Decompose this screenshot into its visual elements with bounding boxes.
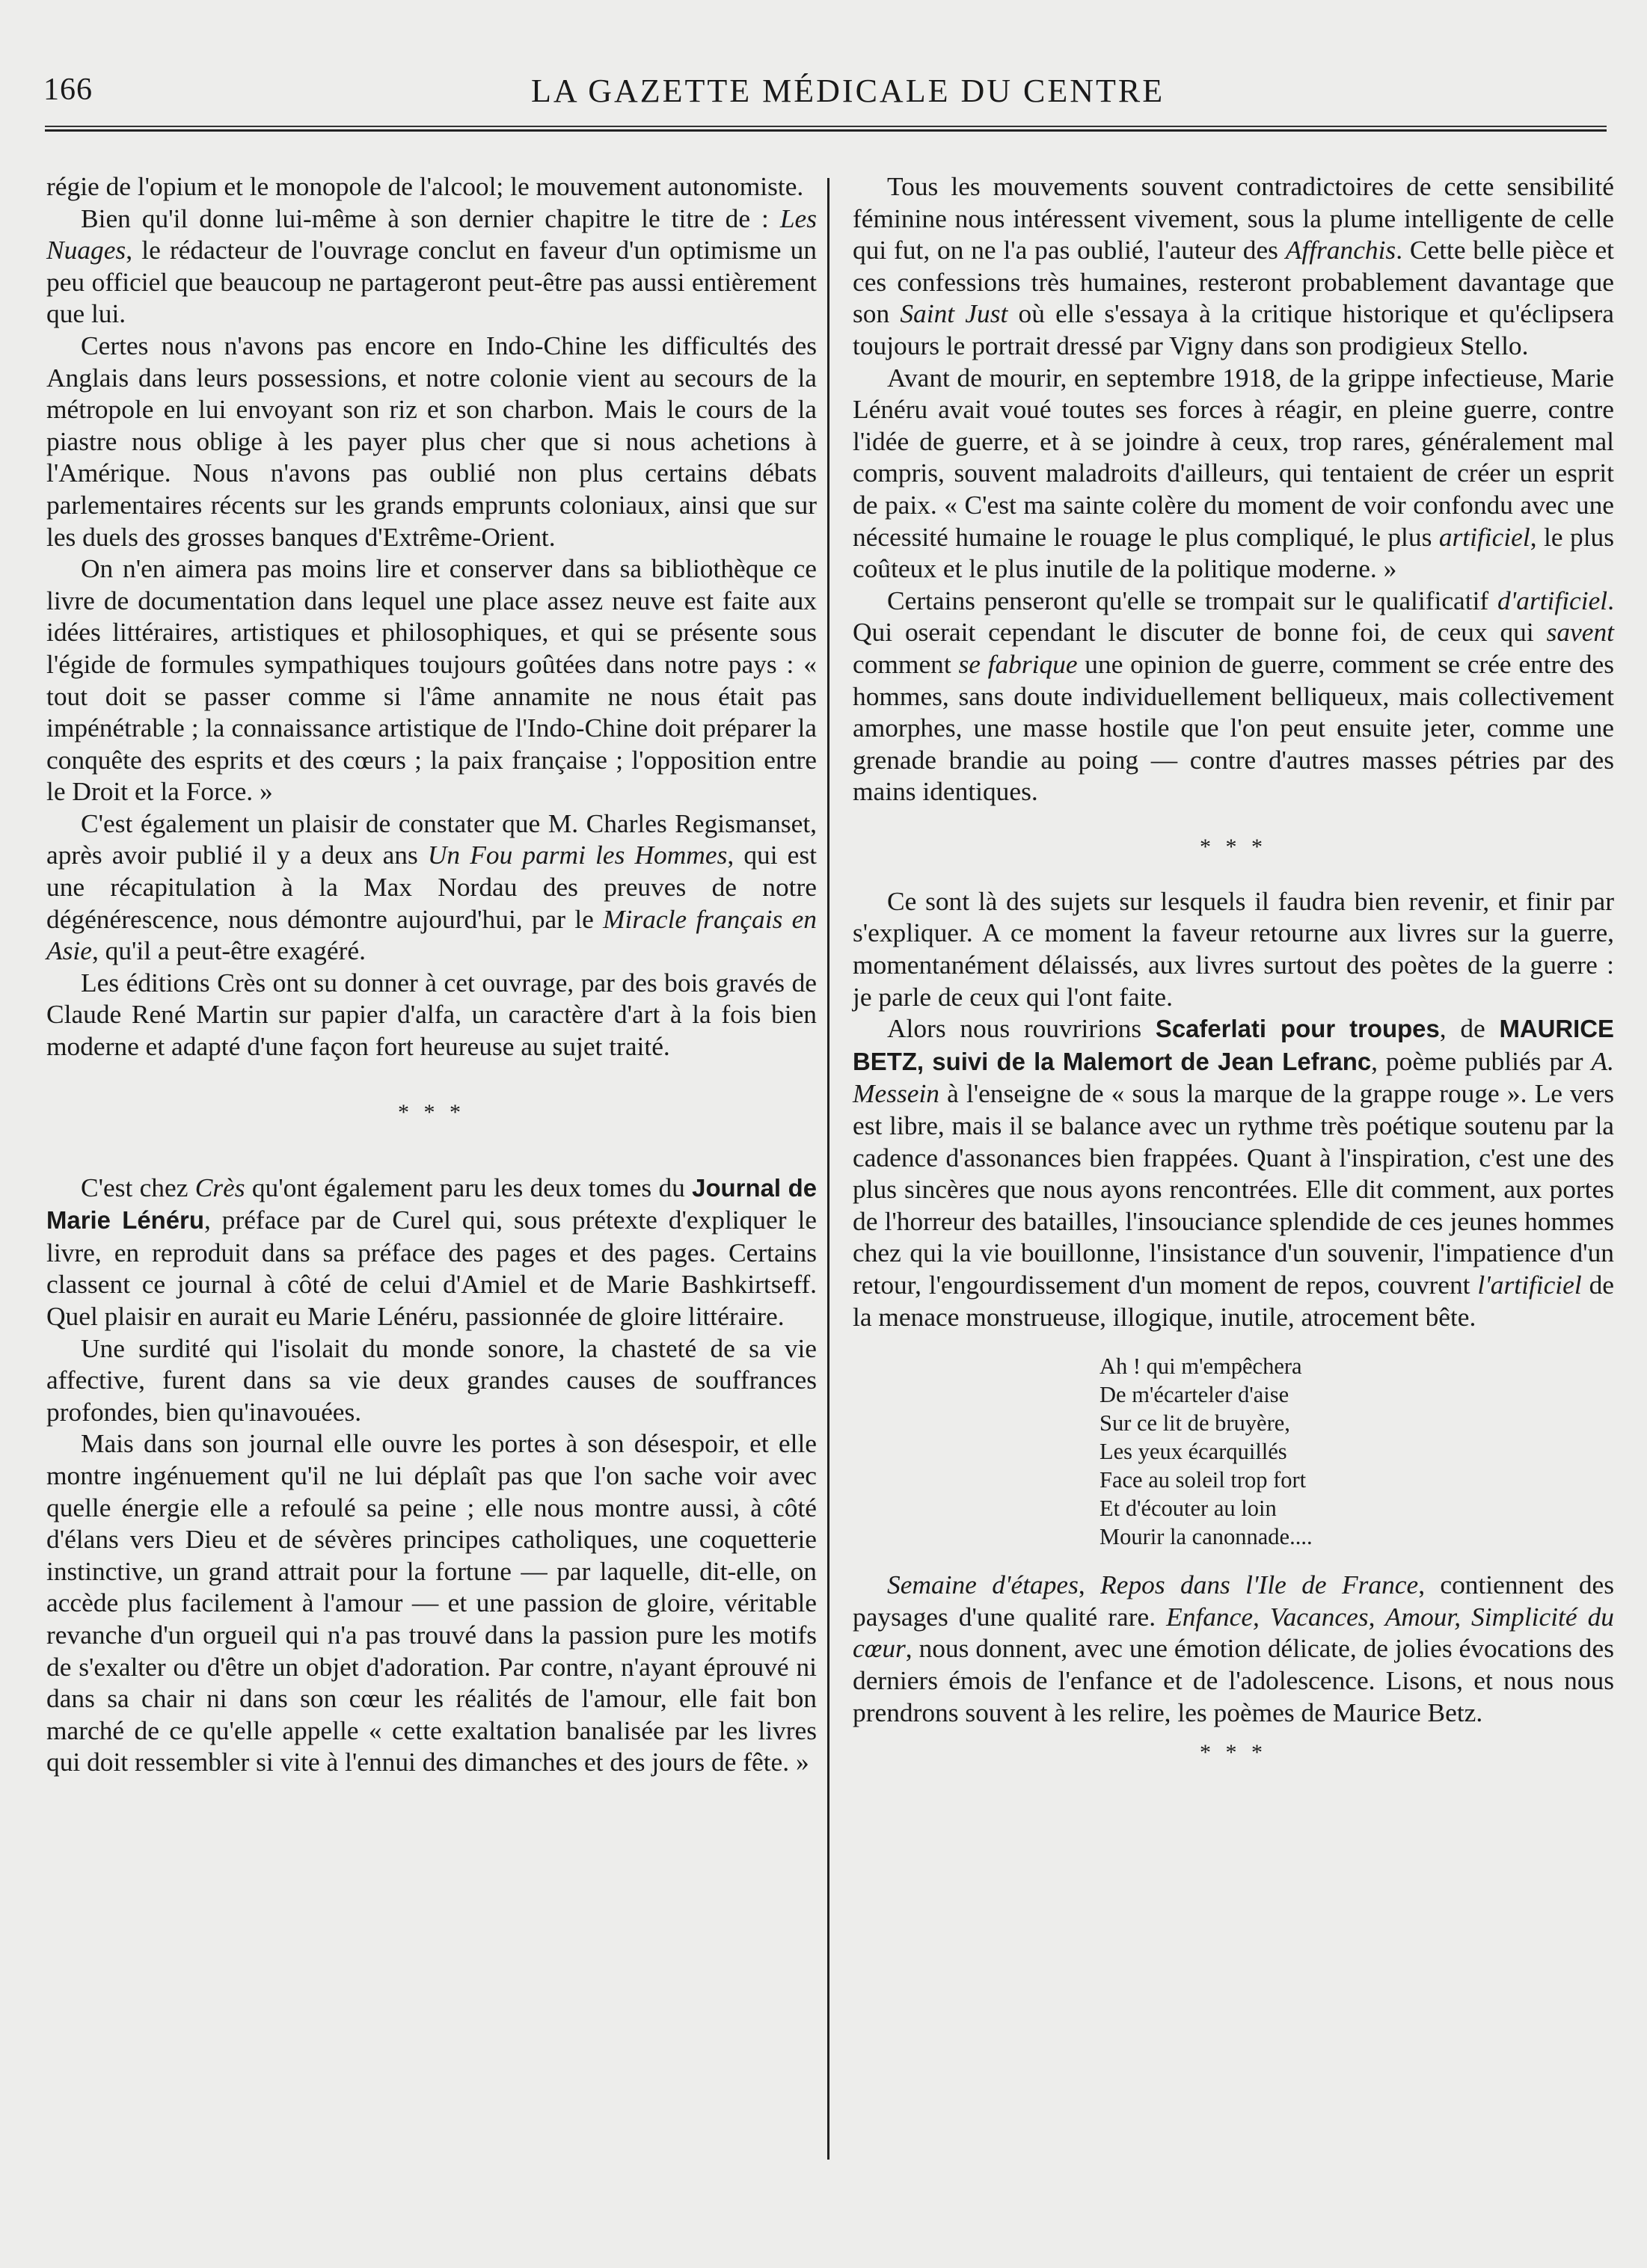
verse-line: Et d'écouter au loin	[1099, 1496, 1277, 1522]
header-rule	[45, 126, 1607, 132]
paragraph: Certes nous n'avons pas encore en Indo-Chine les difficultés des Anglais dans leurs possessions, et notre colonie vient au secours de la métropole en lui envoyant son riz et son charbon. Mais le cours de la piastre nous oblige à les payer plus cher que si nous achetions à l'Amérique. Nous n'avons pas oublié non plus certains débats parlementaires récents sur les grands emprunts coloniaux, ainsi que sur les duels des grosses banques d'Extrême-Orient.	[46, 330, 817, 552]
page-number: 166	[43, 73, 93, 107]
verse-line: Les yeux écarquillés	[1099, 1439, 1287, 1465]
paragraph: Semaine d'étapes, Repos dans l'Ile de France, contiennent des paysages d'une qualité rare. Enfance, Vacances, Amour, Simplicité du cœur, nous donnent, avec une émotion délicate, de jolies évocations des derniers émois de l'enfance et de l'adolescence. Lisons, et nous nous prendrons souvent à les relire, les poèmes de Maurice Betz.	[853, 1570, 1614, 1727]
verse-line: De m'écarteler d'aise	[1099, 1382, 1289, 1408]
column-divider	[827, 178, 829, 2160]
paragraph: Les éditions Crès ont su donner à cet ouvrage, par des bois gravés de Claude René Martin sur papier d'alfa, un caractère d'art à la fois bien moderne et adapté d'une façon fort heureuse au sujet traité.	[46, 967, 817, 1062]
paragraph: Alors nous rouvririons Scaferlati pour troupes, de MAURICE BETZ, suivi de la Malemort de Jean Lefranc, poème publiés par A. Messein à l'enseigne de « sous la marque de la grappe rouge ». Le vers est libre, mais il se balance avec un rythme très poétique soutenu par la cadence d'assonances bien frappées. Quant à l'inspiration, c'est une des plus sincères que nous ayons rencontrées. Elle dit comment, aux portes de l'horreur des batailles, l'insouciance splendide de ces jeunes hommes chez qui la vie bouillonne, l'insistance d'un souvenir, l'impatience d'un retour, l'engourdissement d'un moment de repos, couvrent l'artificiel de la menace monstrueuse, illogique, inutile, atrocement bête.	[853, 1013, 1615, 1332]
right-column	[853, 170, 1614, 1764]
paragraph: On n'en aimera pas moins lire et conserver dans sa bibliothèque ce livre de documentation dans lequel une place assez neuve est faite aux idées littéraires, artistiques et philosophiques, et qui se présente sous l'égide de formules sympathiques toujours goûtées dans notre pays : « tout doit se passer comme si l'âme annamite ne nous était pas impénétrable ; la connaissance artistique de l'Indo-Chine doit préparer la conquête des esprits et des cœurs ; la paix française ; l'opposition entre le Droit et la Force. »	[46, 553, 817, 807]
paragraph: régie de l'opium et le monopole de l'alcool; le mouvement autonomiste.	[46, 171, 804, 201]
paragraph: C'est également un plaisir de constater que M. Charles Regismanset, après avoir publié il y a deux ans Un Fou parmi les Hommes, qui est une récapitulation à la Max Nordau des preuves de notre dégénérescence, nous démontre aujourd'hui, par le Miracle français en Asie, qu'il a peut-être exagéré.	[46, 808, 817, 966]
verse-line: Ah ! qui m'empêchera	[1099, 1353, 1302, 1380]
paragraph: C'est chez Crès qu'ont également paru les deux tomes du Journal de Marie Lénéru, préface par de Curel qui, sous prétexte d'expliquer le livre, en reproduit dans sa préface des pages et des pages. Certains classent ce journal à côté de celui d'Amiel et de Marie Bashkirtseff. Quel plaisir en aurait eu Marie Lénéru, passionnée de gloire littéraire.	[46, 1172, 818, 1331]
paragraph: Une surdité qui l'isolait du monde sonore, la chasteté de sa vie affective, furent dans sa vie deux grandes causes de souffrances profondes, bien qu'inavouées.	[46, 1333, 817, 1427]
section-separator: * * *	[398, 1099, 465, 1125]
verse-line: Sur ce lit de bruyère,	[1099, 1410, 1290, 1436]
page-header	[43, 72, 1607, 117]
paragraph: Tous les mouvements souvent contradictoires de cette sensibilité féminine nous intéressent vivement, sous la plume intelligente de celle qui fut, on ne l'a pas oublié, l'auteur des Affranchis. Cette belle pièce et ces confessions très humaines, resteront probablement davantage que son Saint Just où elle s'essaya à la critique historique et qu'éclipsera toujours le portrait dressé par Vigny dans son prodigieux Stello.	[853, 171, 1615, 360]
verse-line: Mourir la canonnade....	[1099, 1524, 1313, 1550]
paragraph: Ce sont là des sujets sur lesquels il faudra bien revenir, et finir par s'expliquer. A ce moment la faveur retourne aux livres sur la guerre, momentanément délaissés, aux livres surtout des poètes de la guerre : je parle de ceux qui l'ont faite.	[853, 885, 1614, 1012]
paragraph: Mais dans son journal elle ouvre les portes à son désespoir, et elle montre ingénuement qu'il ne lui déplaît pas que l'on sache voir avec quelle énergie elle a refoulé sa peine ; elle nous montre aussi, à côté d'élans vers Dieu et de sévères principes catholiques, une coquetterie instinctive, un grand attrait pour la fortune — par laquelle, dit-elle, on accède plus facilement à l'amour — et une passion de gloire, véritable revanche d'un orgueil qui n'a pas trouvé dans la passion pure les motifs de s'exalter ou d'être un objet d'adoration. Par contre, n'ayant éprouvé ni dans sa chair ni dans son cœur les réalités de l'amour, elle fait bon marché de ce qu'elle appelle « cette exaltation banalisée par les livres qui doit ressembler si vite à l'ennui des dimanches et des jours de fête. »	[46, 1428, 817, 1777]
poem-excerpt	[1099, 1352, 1614, 1551]
section-separator: * * *	[1200, 834, 1267, 859]
paragraph: Avant de mourir, en septembre 1918, de la grippe infectieuse, Marie Lénéru avait voué toutes ses forces à réagir, en pleine guerre, contre l'idée de guerre, et à se joindre à ceux, trop rares, généralement mal compris, souvent maladroits d'ailleurs, qui tentaient de créer un esprit de paix. « C'est ma sainte colère du moment de voir confondu avec une nécessité humaine le rouage le plus compliqué, le plus artificiel, le plus coûteux et le plus inutile de la politique moderne. »	[853, 362, 1614, 584]
left-column	[46, 170, 817, 1778]
paragraph: Certains penseront qu'elle se trompait sur le qualificatif d'artificiel. Qui oserait cependant le discuter de bonne foi, de ceux qui savent comment se fabrique une opinion de guerre, comment se crée entre des hommes, sans doute individuellement belliqueux, mais collectivement amorphes, une masse hostile que l'on peut ensuite jeter, comme une grenade brandie au poing — contre d'autres masses pétries par des mains identiques.	[853, 585, 1614, 807]
verse-line: Face au soleil trop fort	[1099, 1467, 1307, 1493]
section-separator: * * *	[1200, 1740, 1267, 1765]
journal-title: LA GAZETTE MÉDICALE DU CENTRE	[531, 73, 1165, 109]
paragraph: Bien qu'il donne lui-même à son dernier chapitre le titre de : Les Nuages, le rédacteur de l'ouvrage conclut en faveur d'un optimisme un peu officiel que beaucoup ne partageront peut-être pas aussi entièrement que lui.	[46, 203, 817, 329]
